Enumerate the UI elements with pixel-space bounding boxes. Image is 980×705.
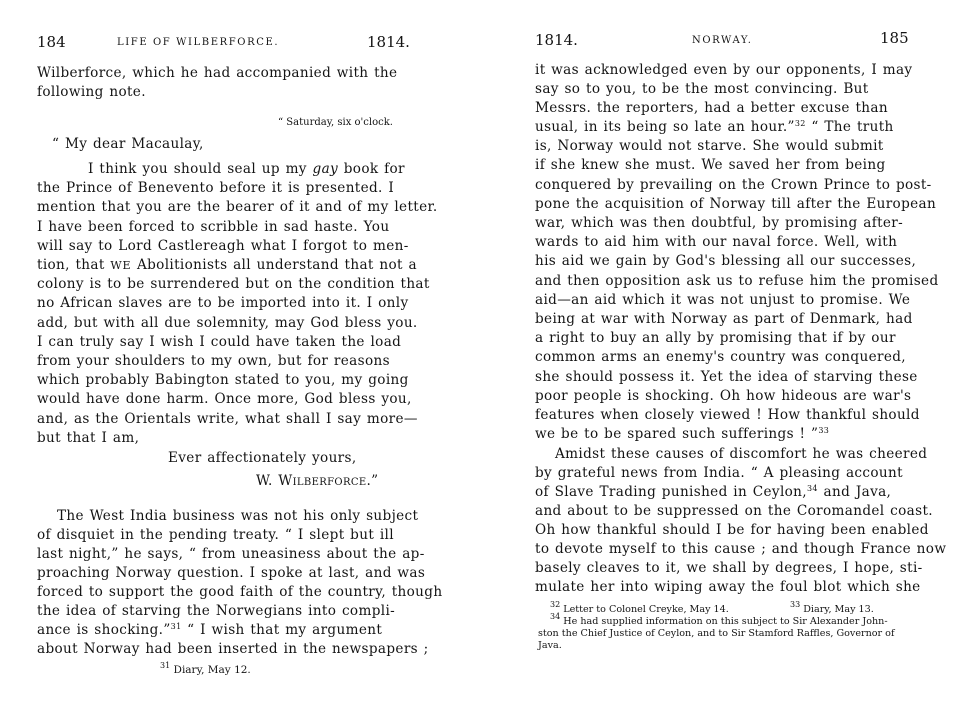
footnote-33: $^{33}$ Diary, May 13. [790, 600, 874, 615]
text-line: if she knew she must. We saved her from being [535, 157, 886, 173]
text-line: will say to Lord Castlereagh what I forgot to men- [37, 238, 409, 254]
text-line: I can truly say I wish I could have taken the load [37, 334, 402, 350]
text-line: wards to aid him with our naval force. Well, with [535, 234, 898, 250]
text-line: the Prince of Benevento before it is presented. I [37, 180, 395, 196]
text-line: basely cleaves to it, we shall by degrees, I hope, sti- [535, 560, 923, 576]
text-line: it was acknowledged even by our opponents, I may [535, 62, 913, 78]
text-line: forced to support the good faith of the country, though [37, 584, 443, 600]
text-line: I have been forced to scribble in sad haste. You [37, 219, 390, 235]
text-line: ance is shocking.”$^{31}$ “ I wish that my argument [37, 622, 383, 638]
footnote-34-continued: Java. [538, 640, 562, 651]
text-line: of disquiet in the pending treaty. “ I slept but ill [37, 527, 394, 543]
footnote-ref: 31 [170, 622, 182, 631]
text-line: war, which was then doubtful, by promising after- [535, 215, 904, 231]
text-line: add, but with all due solemnity, may God bless you. [37, 315, 418, 331]
text-line: we be to be spared such sufferings ! ”$^{33}$ [535, 426, 830, 442]
text-line: Wilberforce, which he had accompanied with the [37, 65, 398, 81]
text-line: Amidst these causes of discomfort he was cheered [555, 446, 928, 462]
text-line: proaching Norway question. I spoke at last, and was [37, 565, 426, 581]
page-number: 184 [37, 33, 66, 51]
text-line: The West India business was not his only subject [57, 508, 419, 524]
header-year: 1814. [535, 31, 578, 49]
italic-emphasis: gay [312, 161, 339, 177]
text-line: common arms an enemy's country was conquered, [535, 349, 906, 365]
text-line: colony is to be surrendered but on the condition that [37, 276, 430, 292]
text-line: she should possess it. Yet the idea of starving these [535, 369, 918, 385]
text-line: would have done harm. Once more, God bless you, [37, 391, 412, 407]
text-line: pone the acquisition of Norway till after the European [535, 196, 937, 212]
text-line: about Norway had been inserted in the newspapers ; [37, 641, 429, 657]
text-line: being at war with Norway as part of Denmark, had [535, 311, 913, 327]
text-line: and about to be suppressed on the Coromandel coast. [535, 503, 933, 519]
text-line: say so to you, to be the most convincing. But [535, 81, 869, 97]
text-line: poor people is shocking. Oh how hideous are war's [535, 388, 912, 404]
text-line: a right to buy an ally by promising that if by our [535, 330, 896, 346]
text-line: last night,” he says, “ from uneasiness about the ap- [37, 546, 425, 562]
right-page [500, 0, 980, 705]
footnote-32: $^{32}$ Letter to Colonel Creyke, May 14. [550, 600, 729, 615]
left-page [0, 0, 450, 705]
header-year: 1814. [367, 33, 410, 51]
text-line: aid—an aid which it was not unjust to promise. We [535, 292, 911, 308]
text-line: is, Norway would not starve. She would submit [535, 138, 884, 154]
left-page-header [37, 33, 413, 53]
right-page-header [535, 31, 913, 51]
text-line: but that I am, [37, 430, 140, 446]
text-line: Messrs. the reporters, had a better excuse than [535, 100, 888, 116]
text-line: of Slave Trading punished in Ceylon,$^{34}$ and Java, [535, 484, 892, 500]
running-title: LIFE OF WILBERFORCE. [117, 37, 280, 48]
footnote-34: $^{34}$ He had supplied information on this subject to Sir Alexander John- [550, 612, 888, 627]
page-number: 185 [880, 29, 909, 47]
text-line: no African slaves are to be imported into it. I only [37, 295, 409, 311]
text-line: mulate her into wiping away the foul blot which she [535, 579, 921, 595]
text-line: Oh how thankful should I be for having been enabled [535, 522, 929, 538]
letter-closing: Ever affectionately yours, [168, 450, 357, 466]
text-line: the idea of starving the Norwegians into compli- [37, 603, 396, 619]
text-line: mention that you are the bearer of it and of my letter. [37, 199, 438, 215]
text-line: by grateful news from India. “ A pleasing account [535, 465, 903, 481]
text-line: tion, that WE Abolitionists all understand that not a [37, 257, 417, 273]
letter-signature: W. Wilberforce.” [256, 473, 379, 489]
footnote: $^{31}$ Diary, May 12. [160, 661, 251, 676]
text-line: and then opposition ask us to refuse him the promised [535, 273, 939, 289]
letter-dateline: “ Saturday, six o'clock. [278, 117, 393, 128]
letter-salutation: “ My dear Macaulay, [52, 136, 204, 152]
text-line: conquered by prevailing on the Crown Prince to post- [535, 177, 932, 193]
footnote-ref: 34 [806, 484, 818, 493]
text-line: usual, in its being so late an hour.”$^{32}$ “ The truth [535, 119, 894, 135]
text-line: and, as the Orientals write, what shall I say more— [37, 411, 418, 427]
text-line: features when closely viewed ! How thankful should [535, 407, 920, 423]
footnote-ref: 33 [818, 426, 830, 435]
small-caps-emphasis: WE [110, 259, 132, 272]
running-title: NORWAY. [692, 35, 753, 46]
text-line: which probably Babington stated to you, my going [37, 372, 409, 388]
footnote-number: 31 [160, 661, 171, 670]
text-line: I think you should seal up my gay book for [88, 161, 405, 177]
text-line: following note. [37, 84, 146, 100]
text-line: his aid we gain by God's blessing all our successes, [535, 253, 917, 269]
footnote-34-continued: ston the Chief Justice of Ceylon, and to Sir Stamford Raffles, Governor of [538, 628, 895, 639]
text-line: from your shoulders to my own, but for reasons [37, 353, 390, 369]
text-line: to devote myself to this cause ; and though France now [535, 541, 947, 557]
footnote-ref: 32 [794, 119, 806, 128]
